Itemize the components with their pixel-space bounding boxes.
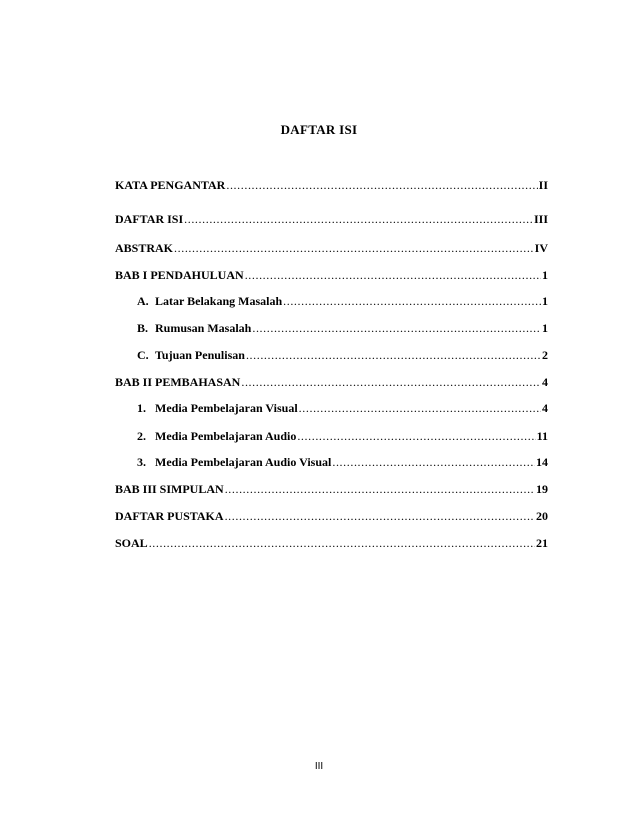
toc-entry-page: II xyxy=(538,178,548,192)
toc-entry-bab-3[interactable] xyxy=(115,482,548,502)
dot-leader xyxy=(283,294,541,309)
toc-entry-label: BAB II PEMBAHASAN xyxy=(115,375,241,389)
toc-entry-label: BAB III SIMPULAN xyxy=(115,482,224,496)
toc-entry-bab-2[interactable] xyxy=(115,375,548,395)
toc-entry-label: Latar Belakang Masalah xyxy=(155,294,283,308)
toc-entry-page: 20 xyxy=(536,509,548,523)
dot-leader xyxy=(245,268,541,283)
toc-entry-daftar-isi[interactable] xyxy=(115,212,548,232)
toc-entry-page: 1 xyxy=(542,268,548,282)
toc-entry-label: Media Pembelajaran Audio xyxy=(155,429,297,443)
toc-entry-page: 19 xyxy=(536,482,548,496)
dot-leader xyxy=(226,178,537,193)
page-number: III xyxy=(314,761,324,772)
toc-entry-abstrak[interactable] xyxy=(115,241,548,261)
toc-entry-marker: A. xyxy=(137,294,149,308)
page-title: DAFTAR ISI xyxy=(280,122,358,137)
toc-entry-label: SOAL xyxy=(115,536,148,550)
toc-entry-label: Rumusan Masalah xyxy=(155,321,252,335)
toc-entry-page: 4 xyxy=(542,401,548,415)
toc-entry-label: ABSTRAK xyxy=(115,241,174,255)
toc-entry-media-audio-visual[interactable] xyxy=(115,455,548,475)
toc-entry-label: Media Pembelajaran Visual xyxy=(155,401,298,415)
toc-entry-soal[interactable] xyxy=(115,536,548,556)
toc-entry-label: Tujuan Penulisan xyxy=(155,348,245,362)
toc-entry-rumusan-masalah[interactable] xyxy=(115,321,548,341)
toc-entry-page: 1 xyxy=(542,321,548,335)
dot-leader xyxy=(252,321,541,336)
dot-leader xyxy=(174,241,534,256)
dot-leader xyxy=(332,455,535,470)
toc-entry-marker: B. xyxy=(137,321,149,335)
toc-entry-marker: 1. xyxy=(137,401,146,415)
toc-entry-label: DAFTAR ISI xyxy=(115,212,184,226)
toc-entry-media-audio[interactable] xyxy=(115,429,548,449)
toc-entry-page: 4 xyxy=(542,375,548,389)
toc-entry-tujuan-penulisan[interactable] xyxy=(115,348,548,368)
toc-entry-marker: 3. xyxy=(137,455,146,469)
toc-entry-page: 11 xyxy=(536,429,548,443)
dot-leader xyxy=(299,401,541,416)
toc-entry-page: 2 xyxy=(542,348,548,362)
toc-entry-daftar-pustaka[interactable] xyxy=(115,509,548,529)
toc-entry-marker: 2. xyxy=(137,429,146,443)
toc-entry-kata-pengantar[interactable] xyxy=(115,178,548,198)
toc-entry-bab-1[interactable] xyxy=(115,268,548,288)
dot-leader xyxy=(297,429,535,444)
dot-leader xyxy=(241,375,541,390)
toc-entry-page: IV xyxy=(534,241,548,255)
dot-leader xyxy=(184,212,533,227)
toc-entry-page: 21 xyxy=(536,536,548,550)
dot-leader xyxy=(149,536,535,551)
dot-leader xyxy=(225,509,535,524)
toc-entry-label: KATA PENGANTAR xyxy=(115,178,226,192)
toc-entry-label: Media Pembelajaran Audio Visual xyxy=(155,455,332,469)
dot-leader xyxy=(246,348,541,363)
dot-leader xyxy=(225,482,535,497)
toc-entry-latar-belakang[interactable] xyxy=(115,294,548,314)
toc-entry-page: 1 xyxy=(542,294,548,308)
toc-entry-label: DAFTAR PUSTAKA xyxy=(115,509,224,523)
toc-entry-label: BAB I PENDAHULUAN xyxy=(115,268,244,282)
toc-entry-page: 14 xyxy=(536,455,548,469)
toc-entry-marker: C. xyxy=(137,348,149,362)
toc-entry-media-visual[interactable] xyxy=(115,401,548,421)
toc-entry-page: III xyxy=(533,212,548,226)
